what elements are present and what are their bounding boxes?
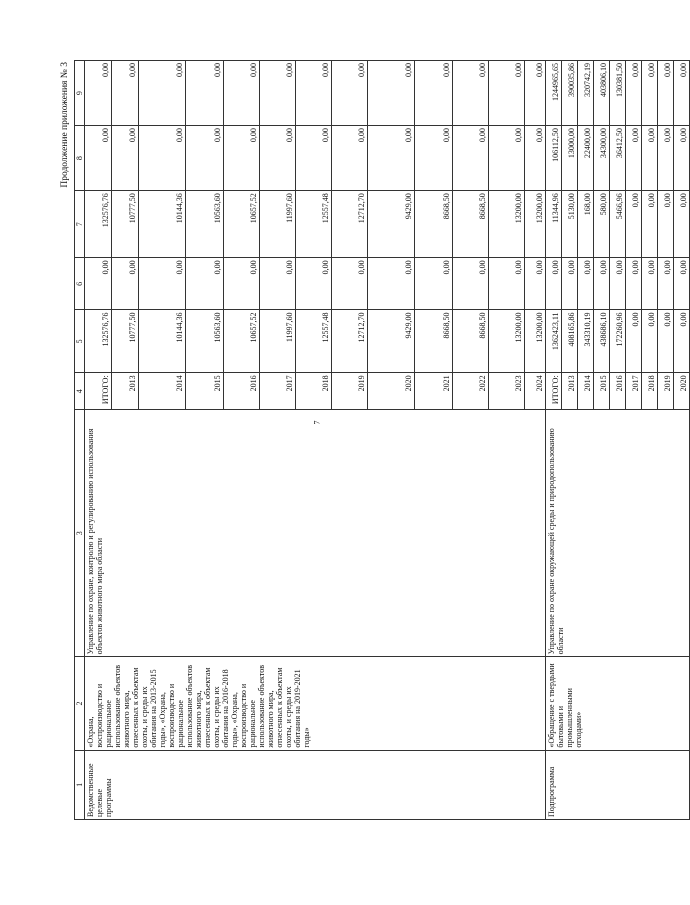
value-cell-v8: 0,00: [186, 126, 224, 191]
section-c3-cell: Управление по охране окружающей среды и природопользованию области: [546, 410, 690, 657]
year-cell: 2023: [489, 373, 525, 410]
value-cell-v7: 10144,36: [139, 191, 186, 258]
value-cell-v8: 0,00: [489, 126, 525, 191]
year-cell: 2015: [186, 373, 224, 410]
value-cell-v9: 0,00: [186, 61, 224, 126]
value-cell-v9: 320742,19: [578, 61, 594, 126]
header-cell: 5: [75, 310, 85, 373]
value-cell-v6: 0,00: [489, 258, 525, 310]
value-cell-v9: 0,00: [626, 61, 642, 126]
value-cell-v9: 0,00: [525, 61, 546, 126]
value-cell-v9: 0,00: [368, 61, 415, 126]
value-cell-v8: 0,00: [525, 126, 546, 191]
value-cell-v6: 0,00: [296, 258, 332, 310]
year-cell: 2020: [674, 373, 690, 410]
value-cell-v8: 0,00: [642, 126, 658, 191]
value-cell-v5: 8668,50: [453, 310, 489, 373]
header-cell: 7: [75, 191, 85, 258]
value-cell-v8: 0,00: [453, 126, 489, 191]
value-cell-v7: 10657,52: [224, 191, 260, 258]
value-cell-v5: 0,00: [674, 310, 690, 373]
value-cell-v7: 0,00: [642, 191, 658, 258]
header-row: [75, 61, 85, 820]
value-cell-v6: 0,00: [525, 258, 546, 310]
value-cell-v8: 0,00: [658, 126, 674, 191]
value-cell-v8: 0,00: [224, 126, 260, 191]
year-cell: ИТОГО:: [546, 373, 562, 410]
year-cell: 2020: [368, 373, 415, 410]
value-cell-v7: 12557,48: [296, 191, 332, 258]
value-cell-v6: 0,00: [546, 258, 562, 310]
year-cell: 2014: [578, 373, 594, 410]
year-cell: 2018: [296, 373, 332, 410]
value-cell-v7: 11344,96: [546, 191, 562, 258]
value-cell-v9: 0,00: [489, 61, 525, 126]
value-cell-v9: 0,00: [642, 61, 658, 126]
value-cell-v6: 0,00: [642, 258, 658, 310]
value-cell-v7: 11997,60: [260, 191, 296, 258]
year-cell: 2013: [562, 373, 578, 410]
value-cell-v7: 0,00: [674, 191, 690, 258]
value-cell-v5: 12712,70: [332, 310, 368, 373]
budget-table: [74, 60, 690, 820]
value-cell-v5: 0,00: [658, 310, 674, 373]
header-cell: 2: [75, 657, 85, 750]
value-cell-v6: 0,00: [332, 258, 368, 310]
value-cell-v8: 36412,50: [610, 126, 626, 191]
value-cell-v9: 0,00: [296, 61, 332, 126]
year-cell: 2024: [525, 373, 546, 410]
section-c3-cell: Управление по охране, контролю и регулированию использования объектов животного мира области: [85, 410, 546, 657]
value-cell-v8: 13000,00: [562, 126, 578, 191]
section-c1-cell: Ведомственные целевые программы: [85, 750, 546, 819]
value-cell-v8: 34300,00: [594, 126, 610, 191]
value-cell-v5: 343310,19: [578, 310, 594, 373]
value-cell-v6: 0,00: [658, 258, 674, 310]
table-row: [546, 61, 562, 820]
section-c2-cell: «Охрана, воспроизводство и рациональное использование объектов животного мира, отнесенных к объектам охоты, и среды их обитания на 2013-2015 годы», «Охрана, воспроизводство и рациональное использование объектов животного мира, отнесенных к объектам охоты, и среды их обитания на 2016-2018 годы», «Охрана, воспроизводство и рациональное использование объектов животного мира, отнесенных к объектам охоты, и среды их обитания на 2019-2021 годы»: [85, 657, 546, 750]
value-cell-v5: 11997,60: [260, 310, 296, 373]
value-cell-v6: 0,00: [674, 258, 690, 310]
value-cell-v7: 168,00: [578, 191, 594, 258]
value-cell-v7: 8668,50: [415, 191, 453, 258]
year-cell: 2018: [642, 373, 658, 410]
year-cell: 2021: [415, 373, 453, 410]
year-cell: ИТОГО:: [85, 373, 112, 410]
value-cell-v5: 0,00: [626, 310, 642, 373]
value-cell-v8: 0,00: [85, 126, 112, 191]
value-cell-v5: 132576,76: [85, 310, 112, 373]
value-cell-v6: 0,00: [453, 258, 489, 310]
value-cell-v7: 9429,00: [368, 191, 415, 258]
value-cell-v8: 0,00: [296, 126, 332, 191]
value-cell-v6: 0,00: [626, 258, 642, 310]
appendix-caption: Продолжение приложения № 3: [60, 62, 70, 188]
value-cell-v6: 0,00: [260, 258, 296, 310]
value-cell-v8: 0,00: [112, 126, 139, 191]
year-cell: 2016: [610, 373, 626, 410]
value-cell-v6: 0,00: [186, 258, 224, 310]
value-cell-v7: 580,00: [594, 191, 610, 258]
value-cell-v5: 9429,00: [368, 310, 415, 373]
value-cell-v6: 0,00: [578, 258, 594, 310]
value-cell-v9: 0,00: [112, 61, 139, 126]
rotated-table-area: [60, 60, 688, 820]
header-cell: 1: [75, 750, 85, 819]
value-cell-v8: 22400,00: [578, 126, 594, 191]
value-cell-v5: 172260,96: [610, 310, 626, 373]
value-cell-v9: 0,00: [224, 61, 260, 126]
value-cell-v5: 1362423,11: [546, 310, 562, 373]
value-cell-v5: 10563,60: [186, 310, 224, 373]
value-cell-v6: 0,00: [112, 258, 139, 310]
value-cell-v7: 0,00: [626, 191, 642, 258]
value-cell-v5: 12557,48: [296, 310, 332, 373]
value-cell-v5: 10144,36: [139, 310, 186, 373]
year-cell: 2019: [332, 373, 368, 410]
value-cell-v7: 13200,00: [525, 191, 546, 258]
value-cell-v6: 0,00: [415, 258, 453, 310]
section-c2-cell: «Обращение с твердыми бытовыми и промышленными отходами»: [546, 657, 690, 750]
value-cell-v5: 10657,52: [224, 310, 260, 373]
value-cell-v9: 403806,10: [594, 61, 610, 126]
value-cell-v9: 0,00: [658, 61, 674, 126]
section-c1-cell: Подпрограмма: [546, 750, 690, 819]
value-cell-v9: 1244965,65: [546, 61, 562, 126]
value-cell-v6: 0,00: [224, 258, 260, 310]
value-cell-v5: 8668,50: [415, 310, 453, 373]
value-cell-v5: 438686,10: [594, 310, 610, 373]
value-cell-v6: 0,00: [562, 258, 578, 310]
value-cell-v7: 13200,00: [489, 191, 525, 258]
value-cell-v7: 5466,96: [610, 191, 626, 258]
value-cell-v7: 10777,50: [112, 191, 139, 258]
header-cell: 6: [75, 258, 85, 310]
value-cell-v9: 0,00: [415, 61, 453, 126]
value-cell-v7: 12712,70: [332, 191, 368, 258]
value-cell-v9: 0,00: [674, 61, 690, 126]
year-cell: 2014: [139, 373, 186, 410]
value-cell-v6: 0,00: [594, 258, 610, 310]
value-cell-v7: 8668,50: [453, 191, 489, 258]
value-cell-v7: 10563,60: [186, 191, 224, 258]
value-cell-v6: 0,00: [368, 258, 415, 310]
value-cell-v9: 130381,50: [610, 61, 626, 126]
header-cell: 8: [75, 126, 85, 191]
value-cell-v6: 0,00: [85, 258, 112, 310]
table-row: [85, 61, 112, 820]
value-cell-v9: 0,00: [260, 61, 296, 126]
year-cell: 2015: [594, 373, 610, 410]
value-cell-v9: 0,00: [85, 61, 112, 126]
year-cell: 2016: [224, 373, 260, 410]
value-cell-v5: 13200,00: [525, 310, 546, 373]
year-cell: 2013: [112, 373, 139, 410]
value-cell-v6: 0,00: [610, 258, 626, 310]
value-cell-v8: 0,00: [626, 126, 642, 191]
year-cell: 2017: [626, 373, 642, 410]
value-cell-v8: 0,00: [368, 126, 415, 191]
value-cell-v5: 0,00: [642, 310, 658, 373]
header-cell: 4: [75, 373, 85, 410]
header-cell: 9: [75, 61, 85, 126]
value-cell-v8: 0,00: [332, 126, 368, 191]
header-cell: 3: [75, 410, 85, 657]
year-cell: 2022: [453, 373, 489, 410]
value-cell-v6: 0,00: [139, 258, 186, 310]
value-cell-v9: 390035,86: [562, 61, 578, 126]
value-cell-v8: 0,00: [674, 126, 690, 191]
value-cell-v9: 0,00: [453, 61, 489, 126]
value-cell-v8: 0,00: [139, 126, 186, 191]
value-cell-v9: 0,00: [139, 61, 186, 126]
year-cell: 2019: [658, 373, 674, 410]
value-cell-v8: 0,00: [260, 126, 296, 191]
value-cell-v8: 106112,50: [546, 126, 562, 191]
value-cell-v8: 0,00: [415, 126, 453, 191]
page-number: 7: [312, 420, 322, 425]
value-cell-v7: 0,00: [658, 191, 674, 258]
value-cell-v5: 408165,86: [562, 310, 578, 373]
value-cell-v7: 132576,76: [85, 191, 112, 258]
value-cell-v7: 5130,00: [562, 191, 578, 258]
year-cell: 2017: [260, 373, 296, 410]
value-cell-v9: 0,00: [332, 61, 368, 126]
value-cell-v5: 10777,50: [112, 310, 139, 373]
value-cell-v5: 13200,00: [489, 310, 525, 373]
